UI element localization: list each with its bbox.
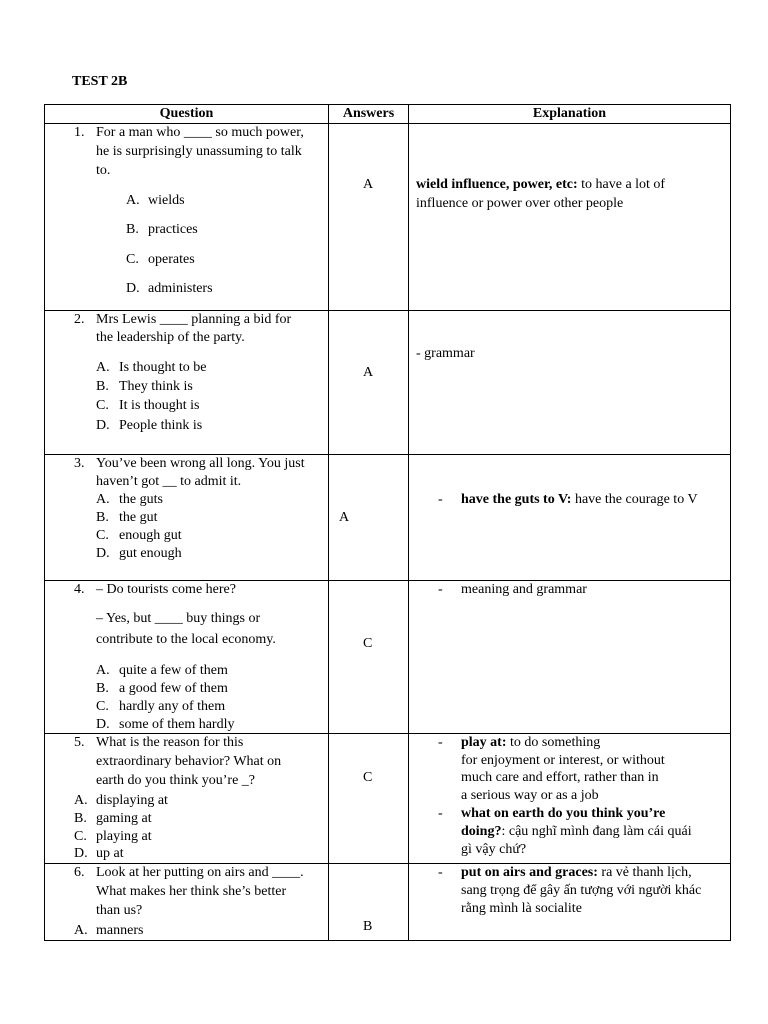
explanation-text: have the courage to V [571,492,698,507]
option-text: gut enough [119,546,182,561]
question-stem: the leadership of the party. [96,330,245,345]
option-text: wields [148,193,185,208]
explanation-term: what on earth do you think you’re [461,806,666,821]
question-stem: What is the reason for this [96,735,244,750]
explanation-text: a serious way or as a job [461,788,599,803]
question-number: 3. [74,456,85,471]
option-letter: C. [126,252,139,267]
explanation-text: meaning and grammar [461,582,587,597]
question-stem: What makes her think she’s better [96,884,287,899]
option-letter: A. [96,663,110,678]
explanation-term: wield influence, power, etc: [416,177,578,192]
question-stem: he is surprisingly unassuming to talk [96,144,302,159]
document-title: TEST 2B [72,74,128,89]
table-row [45,864,731,941]
table-header-row [45,105,731,124]
option-text: the gut [119,510,158,525]
explanation-text: influence or power over other people [416,196,624,211]
option-text: operates [148,252,195,267]
question-stem: extraordinary behavior? What on [96,754,282,769]
answer-table [44,104,731,941]
explanation-cell [409,581,730,733]
question-cell [45,455,328,580]
option-text: hardly any of them [119,699,226,714]
option-letter: D. [96,717,110,732]
answer-value: A [363,365,374,380]
answer-value: B [363,919,373,934]
explanation-text: for enjoyment or interest, or without [461,753,665,768]
question-cell [45,311,328,454]
explanation-text: rằng mình là socialite [461,901,582,916]
option-text: a good few of them [119,681,228,696]
bullet-dash: - [438,806,443,821]
explanation-cell [409,734,730,863]
header-question: Question [45,105,329,124]
answer-value: C [363,636,373,651]
option-letter: C. [96,398,109,413]
explanation-text: to have a lot of [577,177,666,192]
explanation-cell [409,455,730,580]
question-cell [45,734,328,863]
option-letter: C. [96,528,109,543]
table-row [45,734,731,864]
option-text: Is thought to be [119,360,207,375]
question-cell [45,864,328,940]
option-letter: C. [96,699,109,714]
option-text: practices [148,222,198,237]
bullet-dash: - [438,865,443,880]
option-text: gaming at [96,811,152,826]
explanation-term: put on airs and graces: [461,865,598,880]
option-text: administers [148,281,213,296]
option-letter: D. [96,418,110,433]
explanation-term: play at: [461,735,507,750]
explanation-text: much care and effort, rather than in [461,770,659,785]
option-letter: C. [74,829,87,844]
option-text: displaying at [96,793,168,808]
question-stem: Mrs Lewis ____ planning a bid for [96,312,292,327]
option-letter: A. [74,923,88,938]
option-text: manners [96,923,144,938]
option-text: They think is [119,379,193,394]
explanation-text: ra vẻ thanh lịch, [597,865,692,880]
header-explanation: Explanation [409,105,731,124]
table-row [45,124,731,311]
option-letter: B. [126,222,139,237]
table-row [45,311,731,455]
question-stem: haven’t got __ to admit it. [96,474,242,489]
option-text: some of them hardly [119,717,235,732]
explanation-cell [409,311,730,454]
header-answers: Answers [329,105,409,124]
table-row [45,455,731,581]
bullet-dash: - [438,735,443,750]
option-text: up at [96,846,124,861]
question-cell [45,581,328,733]
option-text: the guts [119,492,163,507]
option-letter: B. [96,379,109,394]
question-number: 6. [74,865,85,880]
question-stem: to. [96,163,111,178]
table-row [45,581,731,734]
explanation-text: gì vậy chứ? [461,842,527,857]
question-number: 5. [74,735,85,750]
answer-value: A [339,510,350,525]
question-stem: contribute to the local economy. [96,632,276,647]
question-stem: For a man who ____ so much power, [96,125,304,140]
question-cell [45,124,328,310]
bullet-dash: - [438,492,443,507]
answer-value: A [363,177,374,192]
bullet-dash: - [438,582,443,597]
explanation-cell [409,864,730,940]
explanation-term: doing? [461,824,502,839]
question-stem: than us? [96,903,143,918]
option-letter: A. [96,492,110,507]
option-letter: B. [96,681,109,696]
option-letter: D. [74,846,88,861]
question-number: 2. [74,312,85,327]
option-letter: A. [96,360,110,375]
option-text: quite a few of them [119,663,228,678]
option-text: It is thought is [119,398,200,413]
explanation-text: - grammar [416,346,475,361]
question-stem: – Do tourists come here? [96,582,236,597]
question-number: 4. [74,582,85,597]
option-text: playing at [96,829,152,844]
explanation-term: have the guts to V: [461,492,572,507]
explanation-cell [409,124,730,310]
option-text: People think is [119,418,203,433]
option-text: enough gut [119,528,182,543]
explanation-text: sang trọng để gây ấn tượng với người khác [461,883,702,898]
explanation-text: to do something [506,735,601,750]
explanation-text: : cậu nghĩ mình đang làm cái quái [501,824,692,839]
question-stem: earth do you think you’re _? [96,773,256,788]
option-letter: D. [96,546,110,561]
question-stem: – Yes, but ____ buy things or [96,611,261,626]
option-letter: A. [74,793,88,808]
question-stem: Look at her putting on airs and ____. [96,865,304,880]
option-letter: A. [126,193,140,208]
question-number: 1. [74,125,85,140]
option-letter: B. [96,510,109,525]
option-letter: B. [74,811,87,826]
answer-value: C [363,770,373,785]
option-letter: D. [126,281,140,296]
question-stem: You’ve been wrong all long. You just [96,456,305,471]
